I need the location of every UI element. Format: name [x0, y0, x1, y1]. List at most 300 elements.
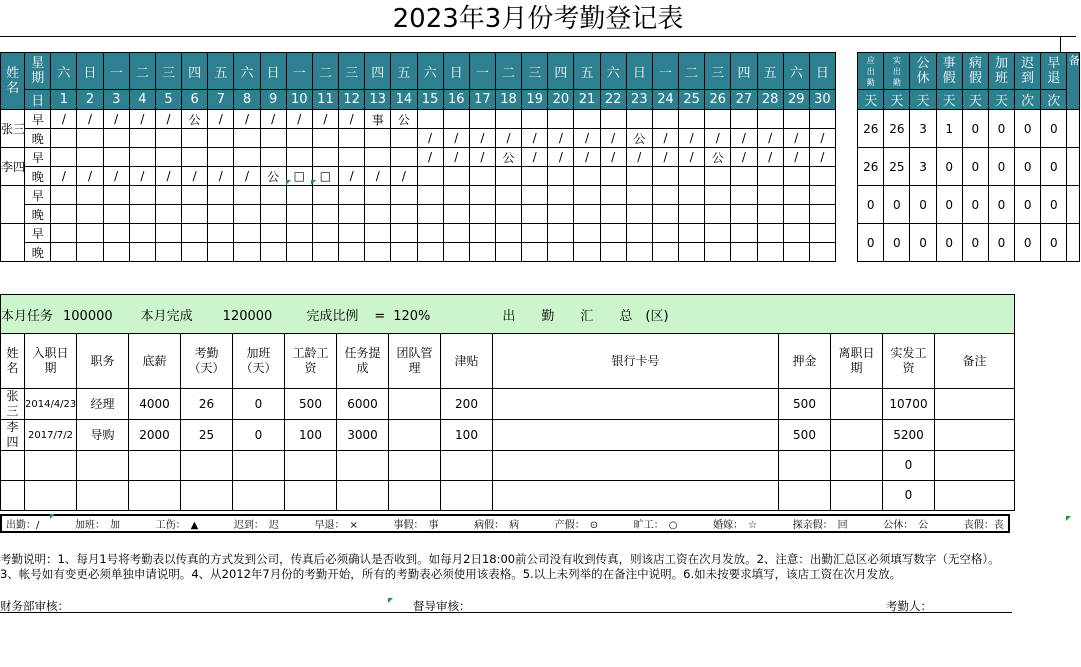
attendance-cell — [417, 110, 443, 129]
summary-col-header — [936, 53, 962, 90]
attendance-cell — [443, 205, 469, 224]
attendance-cell — [731, 224, 757, 243]
attendance-cell — [809, 224, 835, 243]
pm-label: 晚 — [25, 205, 51, 224]
payroll-cell — [285, 451, 337, 481]
attendance-cell — [129, 205, 155, 224]
attendance-cell — [260, 129, 286, 148]
payroll-value: 10700 — [889, 396, 928, 411]
attendance-cell — [77, 186, 103, 205]
attendance-cell — [809, 167, 835, 186]
attendance-cell — [103, 186, 129, 205]
payroll-col-label: 实发工资 — [890, 346, 927, 375]
pm-label: 晚 — [25, 243, 51, 262]
attendance-cell — [626, 243, 652, 262]
payroll-value: 6000 — [347, 396, 378, 411]
remark-cell — [1067, 186, 1080, 224]
summary-value: 0 — [988, 186, 1014, 224]
payroll-row — [1, 389, 1015, 420]
attendance-cell: 公 — [391, 110, 417, 129]
attendance-cell: 公 — [705, 148, 731, 167]
attendance-cell: / — [208, 167, 234, 186]
payroll-cell — [493, 389, 779, 420]
attendance-cell — [469, 243, 495, 262]
attendance-cell: / — [51, 110, 77, 129]
employee-name — [1, 224, 25, 262]
payroll-value: 100 — [299, 427, 322, 442]
ratio-label: 完成比例 — [306, 308, 359, 324]
attendance-cell: / — [339, 167, 365, 186]
payroll-cell — [233, 389, 285, 420]
attendance-cell — [783, 186, 809, 205]
pm-label: 晚 — [25, 129, 51, 148]
payroll-cell — [129, 389, 181, 420]
summary-col-label: 应出勤 — [866, 55, 875, 87]
summary-col-header — [858, 53, 884, 90]
attendance-cell: / — [626, 148, 652, 167]
attendance-cell: / — [443, 148, 469, 167]
day-number: 11 — [312, 90, 338, 110]
employee-name — [1, 186, 25, 224]
payroll-cell — [779, 481, 831, 511]
payroll-col-header — [77, 334, 129, 389]
attendance-cell — [809, 186, 835, 205]
attendance-cell — [51, 148, 77, 167]
payroll-cell — [181, 420, 233, 451]
summary-table — [0, 294, 1015, 511]
payroll-value: 2014/4/23 — [25, 398, 77, 410]
summary-unit: 次 — [1041, 90, 1067, 110]
attendance-cell — [339, 129, 365, 148]
payroll-col-label: 离职日期 — [838, 346, 875, 375]
attendance-cell — [391, 243, 417, 262]
day-number: 9 — [260, 90, 286, 110]
employee-name: 张三 — [1, 110, 25, 148]
payroll-col-header — [493, 334, 779, 389]
attendance-cell — [260, 186, 286, 205]
attendance-cell: / — [522, 129, 548, 148]
payroll-col-header — [233, 334, 285, 389]
attendance-cell: / — [417, 148, 443, 167]
attendance-cell — [155, 243, 181, 262]
day-number: 3 — [103, 90, 129, 110]
summary-unit: 天 — [884, 90, 910, 110]
attendance-cell — [783, 243, 809, 262]
payroll-cell — [779, 389, 831, 420]
name-header — [1, 53, 25, 110]
summary-value: 0 — [988, 110, 1014, 148]
legend-bar — [0, 514, 1010, 533]
attendance-cell — [234, 186, 260, 205]
attendance-cell — [522, 243, 548, 262]
week-header — [25, 53, 51, 90]
day-number: 13 — [365, 90, 391, 110]
attendance-cell — [234, 243, 260, 262]
payroll-cell — [441, 481, 493, 511]
weekday-cell: 日 — [260, 53, 286, 90]
attendance-cell: / — [548, 129, 574, 148]
attendance-cell — [182, 186, 208, 205]
weekday-cell: 二 — [129, 53, 155, 90]
legend-item: 病假： 病 — [474, 520, 520, 531]
payroll-value: 导购 — [90, 427, 115, 442]
attendance-cell — [600, 167, 626, 186]
attendance-cell — [548, 224, 574, 243]
attendance-cell: / — [731, 129, 757, 148]
monthly-task-label: 本月任务 — [1, 308, 54, 324]
attendance-cell — [391, 148, 417, 167]
payroll-col-header — [25, 334, 77, 389]
summary-col-header — [1041, 53, 1067, 90]
attendance-cell — [548, 243, 574, 262]
attendance-cell — [705, 224, 731, 243]
day-number: 2 — [77, 90, 103, 110]
payroll-cell — [831, 451, 883, 481]
summary-value: 1 — [936, 110, 962, 148]
payroll-value: 李四 — [6, 420, 19, 449]
attendance-cell — [155, 148, 181, 167]
day-number: 18 — [495, 90, 521, 110]
summary-col-header — [962, 53, 988, 90]
legend-item: 工伤： ▲ — [155, 520, 199, 531]
payroll-value: 500 — [299, 396, 322, 411]
attendance-cell — [339, 243, 365, 262]
payroll-col-header — [935, 334, 1015, 389]
summary-value: 0 — [936, 224, 962, 262]
summary-value: 0 — [858, 186, 884, 224]
day-number: 28 — [757, 90, 783, 110]
attendance-cell — [208, 205, 234, 224]
payroll-cell — [77, 451, 129, 481]
attendance-cell — [182, 148, 208, 167]
attendance-cell — [652, 167, 678, 186]
attendance-cell — [77, 224, 103, 243]
attendance-cell — [809, 110, 835, 129]
day-number: 20 — [548, 90, 574, 110]
attendance-cell: / — [522, 148, 548, 167]
attendance-cell — [705, 205, 731, 224]
attendance-row — [1, 148, 1080, 167]
attendance-cell — [495, 186, 521, 205]
attendance-row — [1, 110, 1080, 129]
remark-cell — [1067, 110, 1080, 148]
am-label: 早 — [25, 110, 51, 129]
payroll-value: 0 — [904, 488, 913, 502]
payroll-cell — [233, 420, 285, 451]
payroll-cell — [441, 389, 493, 420]
attendance-cell — [51, 129, 77, 148]
summary-value: 0 — [962, 110, 988, 148]
day-number: 4 — [129, 90, 155, 110]
attendance-cell — [495, 205, 521, 224]
attendance-cell — [652, 243, 678, 262]
summary-value: 0 — [1041, 110, 1067, 148]
summary-col-label: 备 — [1068, 54, 1080, 67]
weekday-cell: 三 — [339, 53, 365, 90]
attendance-cell: / — [155, 167, 181, 186]
weekday-cell: 一 — [286, 53, 312, 90]
monthly-task-value: 100000 — [63, 308, 113, 324]
day-number: 10 — [286, 90, 312, 110]
attendance-cell — [286, 243, 312, 262]
payroll-cell — [441, 420, 493, 451]
attendance-cell — [705, 110, 731, 129]
attendance-cell: / — [783, 148, 809, 167]
summary-value: 0 — [962, 224, 988, 262]
payroll-cell — [883, 481, 935, 511]
day-number: 21 — [574, 90, 600, 110]
summary-value: 0 — [1015, 148, 1041, 186]
attendance-cell — [652, 224, 678, 243]
attendance-cell — [731, 205, 757, 224]
legend-item: 旷工： ○ — [633, 520, 678, 531]
attendance-cell: / — [260, 110, 286, 129]
attendance-cell — [731, 186, 757, 205]
summary-value: 0 — [962, 186, 988, 224]
section-title: 出 勤 汇 总 (区) — [502, 308, 669, 324]
weekday-cell: 五 — [574, 53, 600, 90]
day-number: 22 — [600, 90, 626, 110]
remark-cell — [1067, 224, 1080, 262]
comment-marker — [388, 598, 393, 603]
payroll-value: 经理 — [90, 396, 115, 411]
attendance-cell: / — [600, 129, 626, 148]
attendance-cell — [129, 243, 155, 262]
legend-item: 婚嫁： ☆ — [713, 520, 758, 531]
payroll-col-header — [831, 334, 883, 389]
attendance-cell — [417, 224, 443, 243]
day-header: 日 — [25, 90, 51, 110]
attendance-cell: / — [286, 110, 312, 129]
attendance-cell: / — [234, 110, 260, 129]
payroll-cell — [1, 420, 25, 451]
payroll-value: 0 — [254, 427, 263, 442]
attendance-cell — [208, 129, 234, 148]
ratio-value: 120% — [393, 308, 431, 324]
attendance-cell — [155, 129, 181, 148]
payroll-cell — [233, 481, 285, 511]
payroll-value: 0 — [904, 458, 913, 472]
attendance-cell — [522, 167, 548, 186]
payroll-cell — [441, 451, 493, 481]
attendance-cell — [548, 205, 574, 224]
summary-banner — [1, 295, 1015, 334]
attendance-cell — [312, 224, 338, 243]
payroll-col-label: 押金 — [792, 353, 817, 368]
weekday-cell: 六 — [783, 53, 809, 90]
recorder-label: 考勤人： — [886, 599, 932, 613]
summary-col-label: 实出勤 — [892, 55, 901, 87]
attendance-cell — [783, 167, 809, 186]
ratio-equals: = — [374, 308, 386, 324]
attendance-cell — [312, 205, 338, 224]
payroll-value: 2017/7/2 — [28, 429, 73, 441]
attendance-cell: / — [705, 129, 731, 148]
legend-item: 加班： 加 — [74, 520, 120, 531]
attendance-cell — [443, 186, 469, 205]
payroll-cell — [129, 451, 181, 481]
attendance-cell: / — [600, 148, 626, 167]
attendance-cell — [103, 243, 129, 262]
payroll-col-label: 底薪 — [142, 353, 167, 368]
attendance-cell — [51, 205, 77, 224]
attendance-cell — [522, 110, 548, 129]
payroll-cell — [337, 481, 389, 511]
summary-value: 0 — [988, 224, 1014, 262]
attendance-cell — [809, 243, 835, 262]
attendance-cell: / — [731, 148, 757, 167]
attendance-cell — [443, 110, 469, 129]
weekday-cell: 一 — [469, 53, 495, 90]
day-number: 7 — [208, 90, 234, 110]
attendance-cell — [548, 110, 574, 129]
attendance-cell — [705, 243, 731, 262]
attendance-cell: 公 — [182, 110, 208, 129]
attendance-cell: / — [548, 148, 574, 167]
attendance-cell — [103, 224, 129, 243]
payroll-cell — [935, 420, 1015, 451]
payroll-cell — [337, 451, 389, 481]
weekday-cell: 日 — [443, 53, 469, 90]
attendance-cell — [705, 186, 731, 205]
attendance-cell — [443, 243, 469, 262]
summary-unit: 天 — [988, 90, 1014, 110]
day-number: 30 — [809, 90, 835, 110]
summary-col-label: 事假 — [942, 56, 956, 86]
attendance-cell — [600, 186, 626, 205]
attendance-cell: / — [391, 167, 417, 186]
payroll-value: 3000 — [347, 427, 378, 442]
attendance-cell — [679, 186, 705, 205]
attendance-cell — [731, 243, 757, 262]
attendance-cell: / — [51, 167, 77, 186]
attendance-cell — [103, 205, 129, 224]
attendance-cell — [652, 110, 678, 129]
payroll-cell — [1, 481, 25, 511]
payroll-cell — [25, 451, 77, 481]
attendance-cell: / — [129, 167, 155, 186]
payroll-value: 5200 — [893, 427, 924, 442]
payroll-value: 4000 — [139, 396, 170, 411]
attendance-cell — [600, 110, 626, 129]
attendance-cell: / — [443, 129, 469, 148]
attendance-cell — [182, 224, 208, 243]
comment-marker — [286, 180, 291, 185]
day-number: 19 — [522, 90, 548, 110]
attendance-cell — [77, 243, 103, 262]
attendance-cell — [286, 205, 312, 224]
summary-value: 0 — [1015, 186, 1041, 224]
attendance-cell: / — [757, 148, 783, 167]
attendance-cell — [679, 224, 705, 243]
attendance-cell — [182, 205, 208, 224]
payroll-cell — [883, 420, 935, 451]
attendance-cell — [757, 186, 783, 205]
attendance-cell — [548, 167, 574, 186]
attendance-cell — [365, 148, 391, 167]
attendance-cell: / — [339, 110, 365, 129]
payroll-col-header — [779, 334, 831, 389]
summary-value: 0 — [910, 186, 936, 224]
payroll-cell — [779, 420, 831, 451]
day-number: 8 — [234, 90, 260, 110]
payroll-cell — [337, 389, 389, 420]
weekday-cell: 日 — [809, 53, 835, 90]
attendance-cell: 公 — [260, 167, 286, 186]
payroll-cell — [25, 481, 77, 511]
payroll-cell — [233, 451, 285, 481]
payroll-cell — [831, 420, 883, 451]
attendance-cell — [574, 110, 600, 129]
payroll-cell — [25, 389, 77, 420]
payroll-cell — [77, 481, 129, 511]
summary-value: 0 — [1015, 224, 1041, 262]
attendance-cell — [129, 129, 155, 148]
attendance-cell — [783, 110, 809, 129]
attendance-cell — [600, 243, 626, 262]
attendance-cell — [286, 148, 312, 167]
payroll-row — [1, 481, 1015, 511]
attendance-table — [0, 52, 1080, 262]
summary-value: 26 — [858, 110, 884, 148]
summary-value: 0 — [1041, 148, 1067, 186]
attendance-cell — [155, 205, 181, 224]
attendance-cell — [495, 243, 521, 262]
legend-item: 产假： ⊙ — [554, 520, 599, 531]
attendance-cell: / — [574, 129, 600, 148]
remark-cell — [1067, 148, 1080, 186]
payroll-cell — [181, 451, 233, 481]
summary-unit: 次 — [1015, 90, 1041, 110]
attendance-cell — [652, 205, 678, 224]
weekday-cell: 四 — [182, 53, 208, 90]
attendance-cell — [234, 148, 260, 167]
attendance-cell — [234, 205, 260, 224]
attendance-cell — [365, 205, 391, 224]
payroll-cell — [935, 451, 1015, 481]
attendance-cell — [469, 205, 495, 224]
attendance-cell — [312, 243, 338, 262]
am-label: 早 — [25, 148, 51, 167]
summary-value: 3 — [910, 110, 936, 148]
attendance-cell — [312, 129, 338, 148]
legend-item: 公休： 公 — [883, 520, 929, 531]
attendance-cell — [339, 205, 365, 224]
summary-unit: 天 — [936, 90, 962, 110]
weekday-cell: 二 — [679, 53, 705, 90]
day-number: 6 — [182, 90, 208, 110]
payroll-cell — [389, 481, 441, 511]
day-number: 15 — [417, 90, 443, 110]
attendance-cell: / — [417, 129, 443, 148]
summary-col-label: 病假 — [968, 56, 982, 86]
summary-value: 3 — [910, 148, 936, 186]
attendance-cell — [757, 224, 783, 243]
attendance-cell — [626, 205, 652, 224]
summary-col-header — [1015, 53, 1041, 90]
payroll-cell — [389, 389, 441, 420]
attendance-cell — [626, 110, 652, 129]
attendance-cell — [757, 243, 783, 262]
attendance-cell — [495, 110, 521, 129]
payroll-col-label: 任务提成 — [344, 346, 381, 375]
weekday-cell: 一 — [103, 53, 129, 90]
weekday-cell: 六 — [417, 53, 443, 90]
legend-item: 早退： × — [314, 520, 358, 531]
payroll-col-label: 职务 — [90, 353, 115, 368]
weekday-cell: 五 — [208, 53, 234, 90]
attendance-cell — [417, 186, 443, 205]
